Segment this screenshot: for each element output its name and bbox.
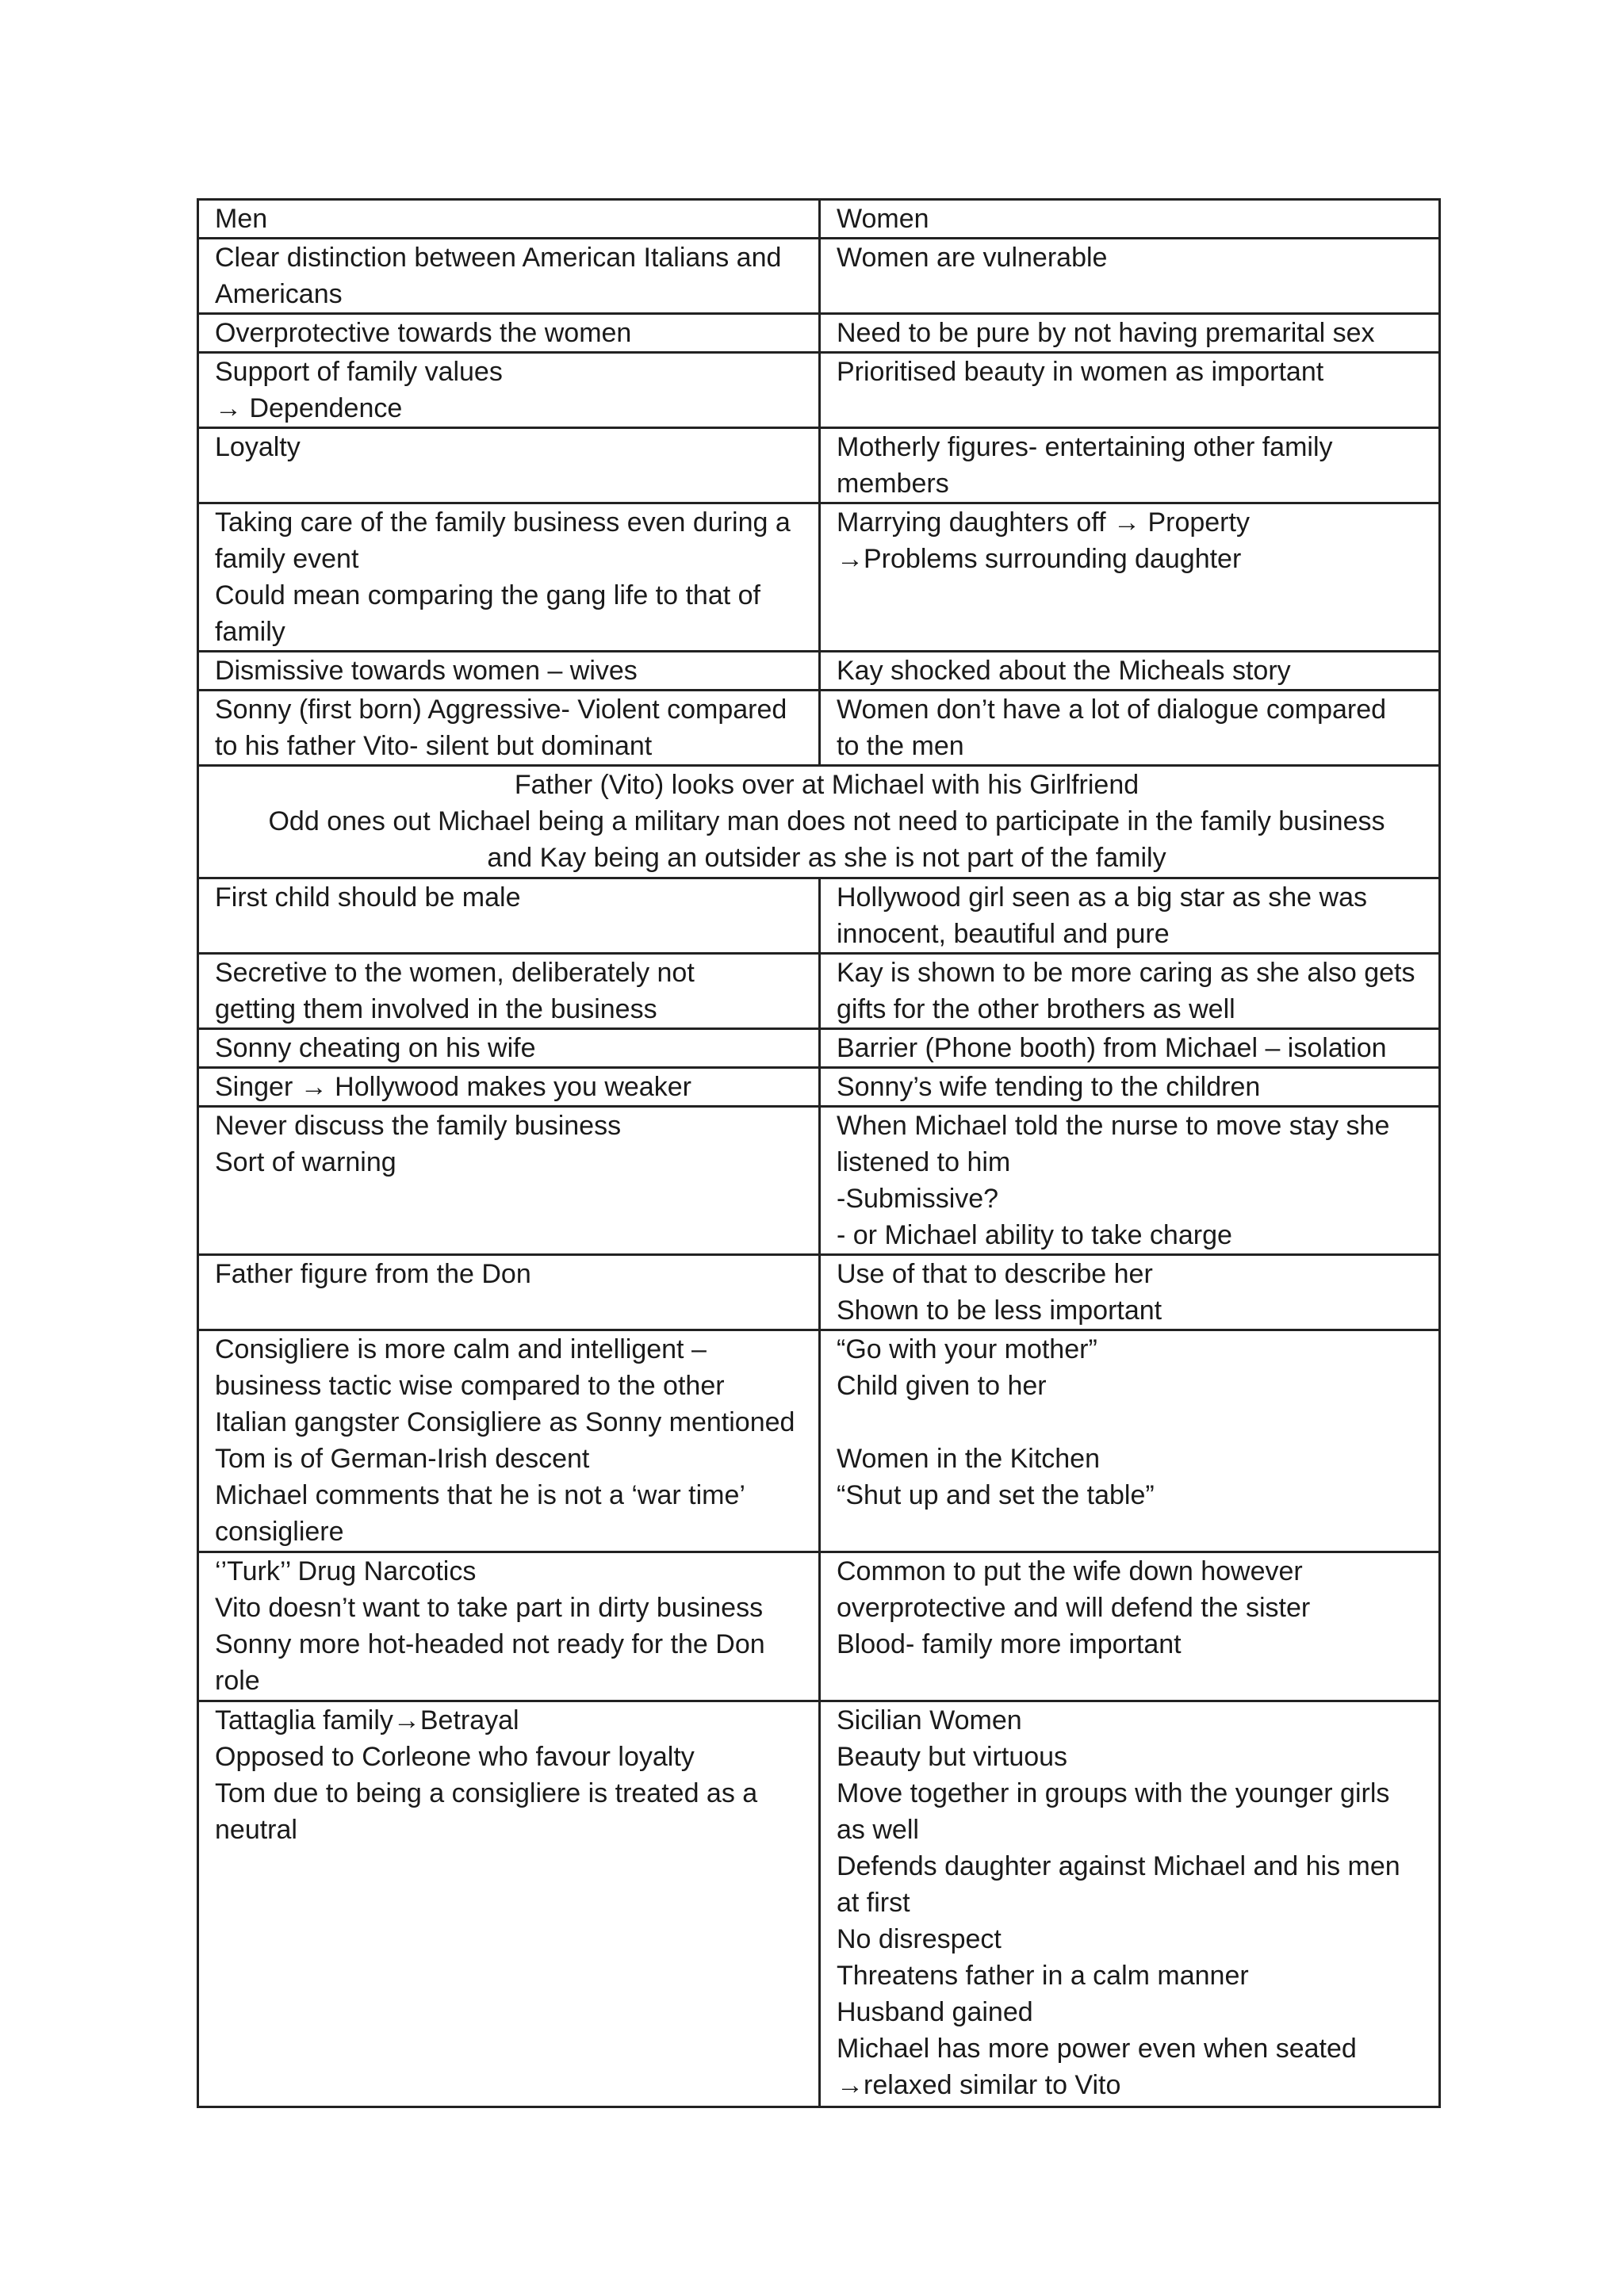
table-row: [198, 1107, 1440, 1255]
men-cell: [198, 954, 820, 1029]
men-cell-line: First child should be male: [215, 882, 521, 913]
men-cell-line: Opposed to Corleone who favour loyalty: [215, 1742, 695, 1772]
men-cell: [198, 1330, 820, 1552]
men-cell: [198, 314, 820, 353]
men-cell-line: Tattaglia family→Betrayal: [215, 1705, 519, 1735]
table-row: [198, 1701, 1440, 2107]
men-cell-line: Tom is of German-Irish descent: [215, 1444, 590, 1474]
women-cell-line: “Shut up and set the table”: [837, 1480, 1155, 1510]
men-cell-line: Consigliere is more calm and intelligent –: [215, 1334, 707, 1364]
women-cell: [820, 1029, 1440, 1068]
women-cell-line: Women in the Kitchen: [837, 1444, 1100, 1474]
men-cell-line: ‘’Turk’’ Drug Narcotics: [215, 1556, 477, 1586]
women-cell-line: as well: [837, 1815, 919, 1845]
men-cell: [198, 691, 820, 766]
table-row: [198, 503, 1440, 652]
women-cell: [820, 954, 1440, 1029]
table-row: [198, 1552, 1440, 1701]
table-row: [198, 691, 1440, 766]
men-cell: [198, 1029, 820, 1068]
men-cell-line: neutral: [215, 1815, 297, 1845]
men-cell-line: family: [215, 617, 285, 647]
women-cell: [820, 503, 1440, 652]
header-row: [198, 200, 1440, 239]
men-cell: [198, 353, 820, 428]
men-cell-line: Singer → Hollywood makes you weaker: [215, 1072, 691, 1102]
women-cell-line: at first: [837, 1888, 910, 1918]
women-cell-line: Kay shocked about the Micheals story: [837, 656, 1291, 686]
women-cell: [820, 1068, 1440, 1107]
women-cell-line: Michael has more power even when seated: [837, 2034, 1357, 2064]
women-cell: [820, 239, 1440, 314]
women-cell-line: innocent, beautiful and pure: [837, 919, 1170, 949]
women-cell-line: Common to put the wife down however: [837, 1556, 1303, 1586]
women-cell-line: Sicilian Women: [837, 1705, 1022, 1735]
men-cell-line: Sonny cheating on his wife: [215, 1033, 536, 1063]
men-cell-line: business tactic wise compared to the other: [215, 1371, 725, 1401]
men-women-comparison-table: [197, 198, 1441, 2108]
women-cell-line: →Problems surrounding daughter: [837, 544, 1242, 574]
table-row: [198, 1330, 1440, 1552]
men-cell-line: Sonny more hot-headed not ready for the Don: [215, 1629, 765, 1659]
women-cell-line: Use of that to describe her: [837, 1259, 1153, 1289]
table-row: [198, 878, 1440, 954]
men-cell: [198, 239, 820, 314]
women-cell-line: Blood- family more important: [837, 1629, 1182, 1659]
women-cell-line: When Michael told the nurse to move stay she: [837, 1111, 1390, 1141]
women-cell-line: Defends daughter against Michael and his men: [837, 1851, 1400, 1881]
men-cell-line: Vito doesn’t want to take part in dirty business: [215, 1593, 764, 1623]
men-cell: [198, 1255, 820, 1330]
merged-summary-line: and Kay being an outsider as she is not part of the family: [487, 843, 1166, 873]
men-cell-line: Michael comments that he is not a ‘war time’: [215, 1480, 745, 1510]
women-cell-line: listened to him: [837, 1147, 1011, 1177]
men-cell: [198, 652, 820, 691]
women-cell: [820, 1330, 1440, 1552]
women-cell-line: Husband gained: [837, 1997, 1033, 2027]
men-cell-line: Italian gangster Consigliere as Sonny mentioned: [215, 1407, 795, 1437]
women-cell: [820, 1107, 1440, 1255]
women-cell: [820, 1255, 1440, 1330]
men-cell-line: to his father Vito- silent but dominant: [215, 731, 653, 761]
women-cell-line: -Submissive?: [837, 1184, 999, 1214]
header-men-label: Men: [215, 204, 268, 234]
women-cell: [820, 314, 1440, 353]
table-row: [198, 239, 1440, 314]
men-cell-line: Never discuss the family business: [215, 1111, 622, 1141]
women-cell-line: Shown to be less important: [837, 1295, 1162, 1326]
women-cell: [820, 878, 1440, 954]
women-cell: [820, 691, 1440, 766]
women-cell-line: Need to be pure by not having premarital sex: [837, 318, 1375, 348]
women-cell-line: Women are vulnerable: [837, 243, 1108, 273]
women-cell-line: overprotective and will defend the sister: [837, 1593, 1311, 1623]
men-cell-line: Could mean comparing the gang life to that of: [215, 580, 760, 610]
women-cell-line: Child given to her: [837, 1371, 1047, 1401]
men-cell: [198, 503, 820, 652]
men-cell-line: Loyalty: [215, 432, 301, 462]
men-cell: [198, 1552, 820, 1701]
table-row: [198, 314, 1440, 353]
men-cell-line: consigliere: [215, 1517, 344, 1547]
table-row: [198, 1068, 1440, 1107]
women-cell-line: Beauty but virtuous: [837, 1742, 1068, 1772]
table-row: [198, 652, 1440, 691]
merged-summary-line: Father (Vito) looks over at Michael with his Girlfriend: [514, 770, 1139, 800]
men-cell-line: family event: [215, 544, 359, 574]
men-cell-line: role: [215, 1666, 260, 1696]
men-cell-line: Secretive to the women, deliberately not: [215, 958, 695, 988]
merged-summary-cell: [198, 766, 1440, 878]
women-cell-line: Move together in groups with the younger girls: [837, 1778, 1390, 1808]
header-women: [820, 200, 1440, 239]
men-cell-line: Sort of warning: [215, 1147, 396, 1177]
women-cell-line: Threatens father in a calm manner: [837, 1961, 1249, 1991]
men-cell: [198, 1107, 820, 1255]
header-men: [198, 200, 820, 239]
women-cell-line: Sonny’s wife tending to the children: [837, 1072, 1261, 1102]
men-cell-line: Father figure from the Don: [215, 1259, 531, 1289]
men-cell-line: → Dependence: [215, 393, 403, 423]
women-cell-line: members: [837, 469, 949, 499]
men-cell-line: getting them involved in the business: [215, 994, 657, 1024]
men-cell: [198, 1701, 820, 2107]
women-cell-line: Prioritised beauty in women as important: [837, 357, 1324, 387]
merged-summary-row: [198, 766, 1440, 878]
women-cell-line: →relaxed similar to Vito: [837, 2070, 1121, 2100]
merged-summary-line: Odd ones out Michael being a military man does not need to participate in the family business: [268, 806, 1385, 836]
women-cell-line: Women don’t have a lot of dialogue compared: [837, 695, 1387, 725]
women-cell-line: No disrespect: [837, 1924, 1002, 1954]
table-body: [198, 200, 1440, 2107]
women-cell: [820, 428, 1440, 503]
women-cell-line: [837, 1404, 1438, 1441]
women-cell-line: “Go with your mother”: [837, 1334, 1097, 1364]
men-cell-line: Dismissive towards women – wives: [215, 656, 638, 686]
women-cell: [820, 1701, 1440, 2107]
header-women-label: Women: [837, 204, 929, 234]
women-cell-line: gifts for the other brothers as well: [837, 994, 1235, 1024]
women-cell-line: - or Michael ability to take charge: [837, 1220, 1232, 1250]
men-cell-line: Overprotective towards the women: [215, 318, 632, 348]
table-row: [198, 353, 1440, 428]
men-cell: [198, 878, 820, 954]
table-row: [198, 1255, 1440, 1330]
table-row: [198, 954, 1440, 1029]
men-cell-line: Taking care of the family business even during a: [215, 507, 791, 538]
men-cell: [198, 1068, 820, 1107]
men-cell-line: Tom due to being a consigliere is treated as a: [215, 1778, 758, 1808]
women-cell: [820, 652, 1440, 691]
men-cell-line: Sonny (first born) Aggressive- Violent compared: [215, 695, 787, 725]
men-cell-line: Support of family values: [215, 357, 503, 387]
women-cell-line: Hollywood girl seen as a big star as she was: [837, 882, 1367, 913]
women-cell-line: to the men: [837, 731, 964, 761]
women-cell-line: Barrier (Phone booth) from Michael – isolation: [837, 1033, 1387, 1063]
men-cell: [198, 428, 820, 503]
table-row: [198, 428, 1440, 503]
women-cell-line: Kay is shown to be more caring as she also gets: [837, 958, 1415, 988]
women-cell-line: Marrying daughters off → Property: [837, 507, 1250, 538]
women-cell: [820, 353, 1440, 428]
men-cell-line: Clear distinction between American Italians and: [215, 243, 782, 273]
women-cell-line: Motherly figures- entertaining other family: [837, 432, 1333, 462]
table-row: [198, 1029, 1440, 1068]
women-cell: [820, 1552, 1440, 1701]
men-cell-line: Americans: [215, 279, 343, 309]
